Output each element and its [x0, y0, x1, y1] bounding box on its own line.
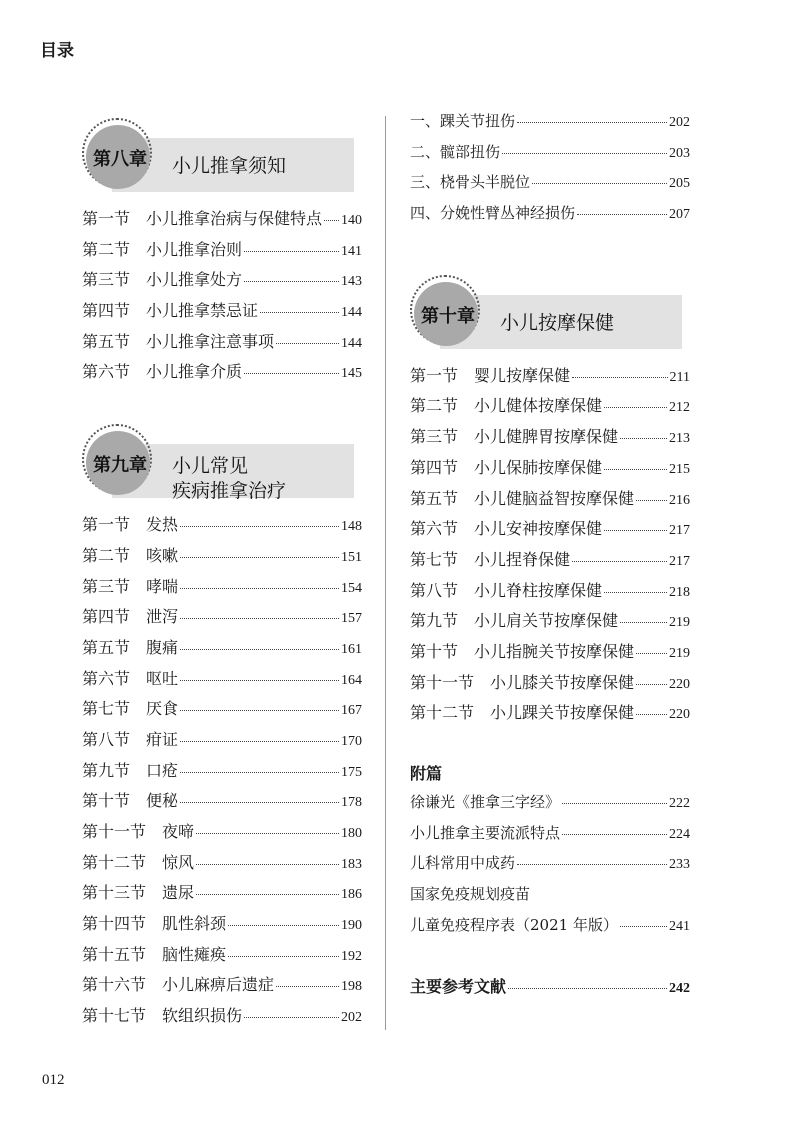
- entry-title: 小儿推拿禁忌证: [146, 301, 259, 321]
- entry-page: 164: [341, 672, 362, 688]
- dot-leader: [180, 741, 339, 742]
- toc-entry[interactable]: [82, 758, 362, 789]
- entry-page: 224: [669, 826, 690, 842]
- chapter-title: 小儿推拿须知: [172, 155, 287, 177]
- dot-leader: [636, 684, 667, 685]
- entry-page: 216: [669, 492, 690, 508]
- dot-leader: [244, 373, 339, 374]
- dot-leader: [180, 649, 339, 650]
- entry-title: 咳嗽: [146, 545, 179, 565]
- dot-leader: [604, 469, 667, 470]
- toc-entry[interactable]: [410, 639, 690, 670]
- dot-leader: [604, 592, 667, 593]
- entry-section: 第七节: [82, 699, 131, 719]
- toc-entry[interactable]: [410, 363, 690, 394]
- entry-section: 第九节: [410, 611, 459, 631]
- chapter-9-heading: [82, 424, 362, 506]
- entry-title: 小儿健脾胃按摩保健: [474, 427, 619, 447]
- toc-entry[interactable]: [82, 972, 362, 1003]
- dot-leader: [572, 377, 667, 378]
- toc-entry[interactable]: [82, 329, 362, 360]
- toc-entry[interactable]: [82, 267, 362, 298]
- toc-entry[interactable]: [410, 141, 690, 172]
- entry-section: 第二节: [410, 396, 459, 416]
- toc-entry[interactable]: [410, 110, 690, 141]
- dot-leader: [180, 557, 339, 558]
- toc-entry[interactable]: [82, 298, 362, 329]
- entry-section: 第七节: [410, 549, 459, 569]
- dot-leader: [244, 1017, 339, 1018]
- entry-title: 小儿推拿治则: [146, 239, 243, 259]
- dot-leader: [636, 714, 667, 715]
- chapter-title-line2: 疾病推拿治疗: [172, 480, 287, 503]
- chapter-10-heading: [410, 275, 690, 357]
- entry-title: 小儿脊柱按摩保健: [474, 580, 603, 600]
- dot-leader: [532, 183, 667, 184]
- dot-leader: [244, 251, 339, 252]
- appendix-entries: [410, 791, 690, 944]
- entry-page: 211: [669, 369, 690, 385]
- entry-title: 二、髋部扭伤: [410, 142, 501, 161]
- entry-section: 第十三节: [82, 883, 147, 903]
- entry-section: 第十节: [82, 791, 131, 811]
- toc-entry[interactable]: [410, 516, 690, 547]
- toc-entry[interactable]: [82, 880, 362, 911]
- entry-section: 第一节: [410, 365, 459, 385]
- entry-page: 203: [669, 145, 690, 161]
- dot-leader: [324, 220, 339, 221]
- entry-page: 219: [669, 615, 690, 631]
- entry-title: 儿童免疫程序表（2021 年版）: [410, 915, 618, 934]
- toc-entry[interactable]: [82, 788, 362, 819]
- dot-leader: [228, 956, 339, 957]
- running-header: 目录: [40, 41, 74, 61]
- entry-page: 202: [669, 115, 690, 130]
- entry-section: 第五节: [410, 488, 459, 508]
- entry-title: 小儿健脑益智按摩保健: [474, 488, 635, 508]
- chapter-8-entries: [82, 206, 362, 390]
- entry-title: 小儿安神按摩保健: [474, 519, 603, 539]
- entry-title: 徐谦光《推拿三字经》: [410, 793, 561, 811]
- entry-page: 157: [341, 611, 362, 627]
- entry-page: 186: [341, 887, 362, 903]
- dot-leader: [260, 312, 339, 313]
- entry-page: 154: [341, 580, 362, 596]
- entry-page: 242: [669, 981, 690, 997]
- entry-section: 第十六节: [82, 975, 147, 995]
- entry-section: 第五节: [82, 637, 131, 657]
- toc-entry[interactable]: [82, 574, 362, 605]
- references-entry[interactable]: [410, 974, 690, 1005]
- continued-entries: [410, 110, 690, 233]
- dot-leader: [577, 214, 667, 215]
- dot-leader: [228, 925, 339, 926]
- dot-leader: [636, 653, 667, 654]
- entry-section: 第三节: [82, 576, 131, 596]
- toc-entry[interactable]: [410, 670, 690, 701]
- entry-section: 第十二节: [82, 852, 147, 872]
- entry-page: 219: [669, 645, 690, 661]
- dot-leader: [517, 864, 667, 865]
- entry-section: 第九节: [82, 760, 131, 780]
- entry-page: 151: [341, 549, 362, 565]
- entry-title: 小儿保肺按摩保健: [474, 457, 603, 477]
- toc-entry[interactable]: [82, 543, 362, 574]
- entry-title: 夜啼: [162, 822, 195, 841]
- dot-leader: [620, 438, 667, 439]
- entry-title: 哮喘: [146, 576, 179, 596]
- entry-section: 第六节: [410, 519, 459, 539]
- toc-entry[interactable]: [82, 911, 362, 942]
- entry-title: 软组织损伤: [162, 1006, 243, 1026]
- entry-page: 144: [341, 335, 362, 351]
- dot-leader: [620, 622, 667, 623]
- dot-leader: [562, 803, 667, 804]
- entry-section: 第四节: [410, 457, 459, 477]
- entry-page: 220: [669, 707, 690, 723]
- entry-title: 小儿麻痹后遗症: [162, 975, 275, 995]
- dot-leader: [562, 834, 667, 835]
- chapter-8-heading: [82, 118, 362, 200]
- toc-entry[interactable]: [82, 635, 362, 666]
- entry-section: 第十一节: [82, 822, 147, 841]
- toc-entry[interactable]: [410, 393, 690, 424]
- dot-leader: [180, 526, 339, 527]
- toc-entry[interactable]: [410, 852, 690, 883]
- entry-section: 第四节: [82, 301, 131, 321]
- chapter-title: [172, 454, 286, 504]
- entry-title: 小儿踝关节按摩保健: [490, 703, 635, 723]
- entry-page: 140: [341, 213, 362, 228]
- entry-title: 小儿推拿注意事项: [146, 331, 275, 351]
- entry-page: 215: [669, 461, 690, 477]
- entry-page: 178: [341, 795, 362, 811]
- entry-title: 一、踝关节扭伤: [410, 112, 516, 130]
- entry-title: 疳证: [146, 729, 179, 749]
- dot-leader: [180, 772, 339, 773]
- toc-entry[interactable]: [410, 547, 690, 578]
- entry-page: 222: [669, 796, 690, 811]
- chapter-10-entries: [410, 363, 690, 731]
- entry-section: 第一节: [82, 515, 131, 535]
- entry-title: 小儿膝关节按摩保健: [490, 672, 635, 692]
- entry-section: 第十二节: [410, 703, 475, 723]
- dot-leader: [604, 407, 667, 408]
- entry-title: 小儿捏脊保健: [474, 549, 571, 569]
- toc-entry[interactable]: [410, 486, 690, 517]
- entry-section: 第二节: [82, 545, 131, 565]
- entry-section: 第十节: [410, 641, 459, 661]
- entry-section: 第一节: [82, 209, 131, 228]
- left-column: [82, 118, 362, 1034]
- toc-entry[interactable]: [82, 727, 362, 758]
- entry-page: 233: [669, 857, 690, 873]
- entry-title: 小儿推拿介质: [146, 362, 243, 382]
- entry-title: 主要参考文献: [410, 977, 507, 997]
- dot-leader: [180, 710, 339, 711]
- entry-title: 泄泻: [146, 607, 179, 627]
- entry-section: 第八节: [82, 729, 131, 749]
- dot-leader: [276, 343, 339, 344]
- entry-section: 第二节: [82, 239, 131, 259]
- entry-title: 国家免疫规划疫苗: [410, 885, 531, 904]
- entry-page: 161: [341, 641, 362, 657]
- entry-title: 四、分娩性臂丛神经损伤: [410, 204, 576, 223]
- dot-leader: [604, 530, 667, 531]
- entry-title: 小儿推拿治病与保健特点: [146, 209, 323, 228]
- entry-section: 第八节: [410, 580, 459, 600]
- toc-entry[interactable]: [82, 666, 362, 697]
- entry-page: 190: [341, 918, 362, 934]
- toc-entry[interactable]: [82, 604, 362, 635]
- dot-leader: [636, 500, 667, 501]
- entry-title: 腹痛: [146, 637, 179, 657]
- entry-page: 217: [669, 523, 690, 539]
- entry-section: 第十七节: [82, 1006, 147, 1026]
- toc-entry[interactable]: [410, 171, 690, 202]
- dot-leader: [508, 988, 667, 989]
- toc-entry[interactable]: [410, 455, 690, 486]
- dot-leader: [244, 281, 339, 282]
- entry-section: 第三节: [410, 427, 459, 447]
- dot-leader: [180, 588, 339, 589]
- entry-title: 肌性斜颈: [162, 914, 227, 934]
- entry-page: 148: [341, 519, 362, 535]
- appendix-heading: 附篇: [410, 764, 443, 783]
- entry-title: 三、桡骨头半脱位: [410, 173, 531, 192]
- toc-entry[interactable]: [82, 850, 362, 881]
- entry-page: 212: [669, 400, 690, 416]
- entry-page: 207: [669, 207, 690, 223]
- toc-entry[interactable]: [82, 1003, 362, 1034]
- toc-entry[interactable]: [82, 359, 362, 390]
- entry-title: 婴儿按摩保健: [474, 365, 571, 385]
- entry-page: 167: [341, 703, 362, 719]
- toc-entry[interactable]: [82, 819, 362, 850]
- toc-entry[interactable]: [410, 578, 690, 609]
- entry-title: 发热: [146, 515, 179, 535]
- dot-leader: [180, 618, 339, 619]
- entry-section: 第四节: [82, 607, 131, 627]
- page-number: 012: [42, 1072, 65, 1088]
- entry-title: 小儿健体按摩保健: [474, 396, 603, 416]
- entry-page: 192: [341, 948, 362, 964]
- dot-leader: [276, 986, 339, 987]
- entry-title: 小儿推拿处方: [146, 270, 243, 290]
- entry-page: 241: [669, 918, 690, 934]
- toc-entry[interactable]: [82, 696, 362, 727]
- entry-page: 145: [341, 366, 362, 382]
- entry-title: 厌食: [146, 699, 179, 719]
- toc-entry[interactable]: [410, 822, 690, 853]
- chapter-number: 第九章: [93, 455, 147, 477]
- entry-page: 180: [341, 826, 362, 841]
- entry-section: 第十四节: [82, 914, 147, 934]
- toc-entry[interactable]: [410, 424, 690, 455]
- toc-entry[interactable]: [82, 942, 362, 973]
- entry-page: 198: [341, 979, 362, 995]
- entry-section: 第六节: [82, 362, 131, 382]
- dot-leader: [517, 122, 667, 123]
- dot-leader: [196, 894, 339, 895]
- dot-leader: [180, 680, 339, 681]
- entry-title: 口疮: [146, 760, 179, 780]
- entry-page: 220: [669, 676, 690, 692]
- entry-section: 第六节: [82, 668, 131, 688]
- entry-page: 141: [341, 243, 362, 259]
- dot-leader: [620, 926, 667, 927]
- dot-leader: [502, 153, 667, 154]
- entry-page: 175: [341, 764, 362, 780]
- entry-title: 小儿肩关节按摩保健: [474, 611, 619, 631]
- entry-section: 第五节: [82, 331, 131, 351]
- entry-title: 呕吐: [146, 668, 179, 688]
- toc-entry[interactable]: [410, 791, 690, 822]
- entry-title: 惊风: [162, 852, 195, 872]
- entry-page: 217: [669, 553, 690, 569]
- dot-leader: [180, 802, 339, 803]
- dot-leader: [196, 833, 339, 834]
- entry-page: 205: [669, 176, 690, 192]
- toc-entry[interactable]: [82, 237, 362, 268]
- toc-entry[interactable]: [410, 608, 690, 639]
- entry-page: 183: [341, 856, 362, 872]
- entry-page: 202: [341, 1010, 362, 1026]
- toc-entry[interactable]: [410, 202, 690, 233]
- chapter-title: 小儿按摩保健: [500, 311, 615, 334]
- column-divider: [385, 116, 386, 1030]
- right-column: [410, 110, 690, 1005]
- chapter-title-line1: 小儿常见: [172, 455, 249, 478]
- toc-entry[interactable]: [82, 206, 362, 237]
- entry-title: 小儿指腕关节按摩保健: [474, 641, 635, 661]
- entry-title: 小儿推拿主要流派特点: [410, 823, 561, 842]
- chapter-number: 第十章: [421, 305, 475, 327]
- chapter-9-entries: [82, 512, 362, 1034]
- entry-page: 213: [669, 431, 690, 447]
- toc-entry[interactable]: [410, 914, 690, 945]
- entry-title: 脑性瘫痪: [162, 944, 227, 964]
- entry-page: 144: [341, 305, 362, 321]
- chapter-number: 第八章: [93, 149, 147, 170]
- entry-title: 儿科常用中成药: [410, 854, 516, 873]
- dot-leader: [196, 864, 339, 865]
- toc-entry[interactable]: [410, 700, 690, 731]
- dot-leader: [572, 561, 667, 562]
- entry-section: 第十五节: [82, 944, 147, 964]
- entry-page: 143: [341, 274, 362, 290]
- entry-title: 遗尿: [162, 883, 195, 903]
- entry-page: 218: [669, 584, 690, 600]
- toc-entry[interactable]: [410, 883, 690, 914]
- entry-title: 便秘: [146, 791, 179, 811]
- entry-page: 170: [341, 733, 362, 749]
- entry-section: 第十一节: [410, 672, 475, 692]
- entry-section: 第三节: [82, 270, 131, 290]
- toc-entry[interactable]: [82, 512, 362, 543]
